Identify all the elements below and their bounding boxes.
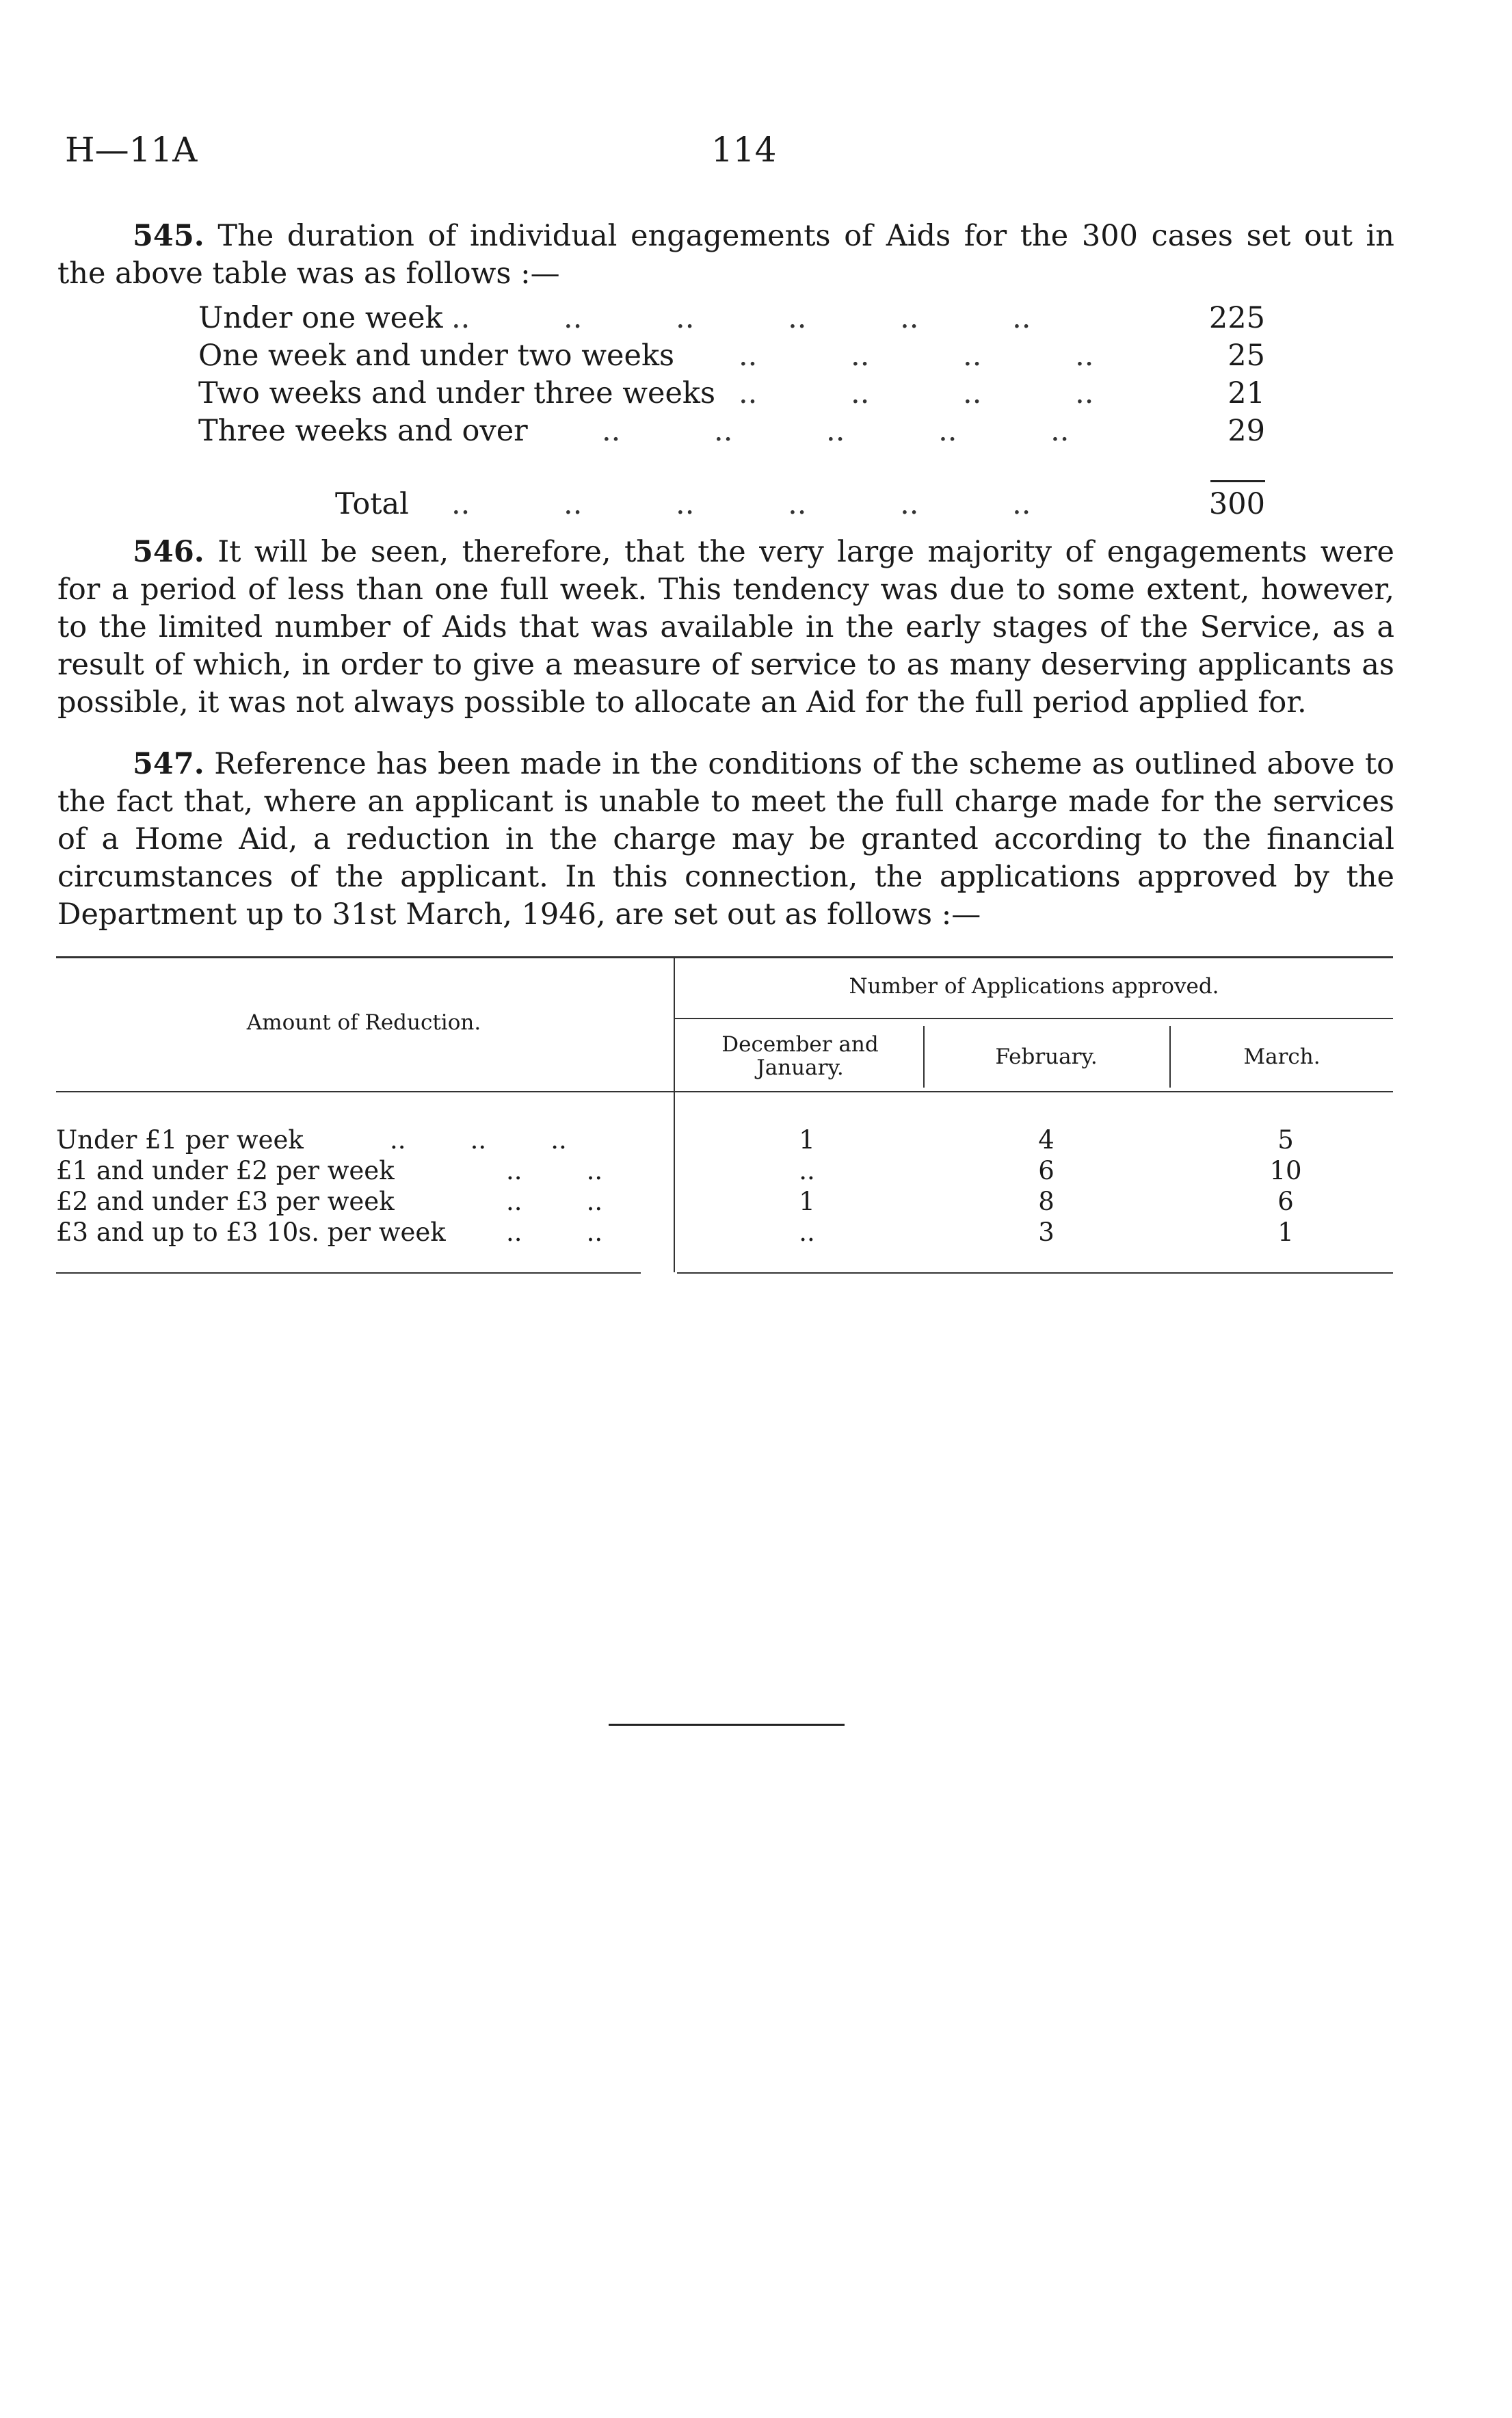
duration-value: 25 [1228,339,1265,373]
paragraph-number: 545. [133,219,204,253]
table-bottom-rule [677,1272,1393,1274]
column-header-dec-jan: December and January. [721,1032,879,1080]
leader-dots: .. .. .. [390,1125,567,1155]
paragraph-text: It will be seen, therefore, that the very large majority of engagements were for a period of less than one full week. This tendency was due to some extent, however, to the limited number of Aids that was available in the early stages of the Service, as a result of which, in order to give a measure of service to as many deserving applicants as possible, it was not always possible to allocate an Aid for the full period applied for. [57,535,1395,720]
list-item [198,339,1265,376]
duration-label: One week and under two weeks [198,339,675,373]
duration-label: Two weeks and under three weeks [198,376,716,410]
list-item [198,301,1265,339]
list-item [198,487,1265,525]
table-group-rule [675,1018,1393,1019]
leader-dots: .. .. .. .. .. [602,414,1070,448]
leader-dots: .. .. [506,1218,603,1247]
amount-cell: £3 and up to £3 10s. per week [56,1218,446,1247]
leader-dots: .. .. [506,1187,603,1216]
dec-jan-cell: .. [799,1218,815,1247]
feb-cell: 3 [1038,1218,1055,1247]
paragraph-547 [57,746,1394,934]
paragraph-text: Reference has been made in the conditions of the scheme as outlined above to the fact that, where an applicant is unable to meet the full charge made for the services of a Home Aid, a reduction in the charge may be granted according to the financial circumstances of the applicant. In this connection, the applications approved by the Department up to 31st March, 1946, are set out as follows :— [57,747,1395,932]
list-item [198,376,1265,414]
duration-value: 29 [1228,414,1265,448]
total-label: Total [335,487,409,521]
feb-cell: 8 [1038,1187,1055,1216]
duration-label: Three weeks and over [198,414,528,448]
leader-dots: .. .. .. .. [739,376,1094,410]
list-item [198,414,1265,451]
end-rule [609,1724,845,1726]
page-number: 114 [711,130,777,170]
mar-cell: 1 [1277,1218,1294,1247]
column-group-header: Number of Applications approved. [849,974,1219,999]
amount-cell: £2 and under £3 per week [56,1187,395,1216]
duration-value: 225 [1208,301,1265,335]
column-header-feb: February. [995,1044,1098,1069]
paragraph-text: The duration of individual engagements of Aids for the 300 cases set out in the above table was as follows :— [57,219,1395,291]
mar-cell: 10 [1269,1156,1302,1185]
paragraph-number: 546. [133,535,204,569]
table-bottom-rule [56,1272,641,1274]
table-top-rule [56,956,1393,958]
paragraph-545 [57,218,1394,293]
amount-cell: £1 and under £2 per week [56,1156,395,1185]
document-reference: H—11A [65,130,198,170]
duration-value: 21 [1228,376,1265,410]
paragraph-546 [57,534,1394,722]
column-header-amount: Amount of Reduction. [246,1010,481,1035]
total-rule [1210,480,1265,482]
table-header-rule [56,1091,1393,1092]
table-column-divider [674,958,675,1272]
duration-label: Under one week [198,301,443,335]
dec-jan-cell: 1 [799,1187,815,1216]
feb-cell: 6 [1038,1156,1055,1185]
amount-cell: Under £1 per week [56,1125,304,1155]
column-header-mar: March. [1243,1044,1321,1069]
leader-dots: .. .. .. .. .. .. [451,301,1031,335]
mar-cell: 6 [1277,1187,1294,1216]
mar-cell: 5 [1277,1125,1294,1155]
leader-dots: .. .. .. .. .. .. [451,487,1031,521]
dec-jan-cell: .. [799,1156,815,1185]
total-value: 300 [1208,487,1265,521]
paragraph-number: 547. [133,747,204,781]
feb-cell: 4 [1038,1125,1055,1155]
leader-dots: .. .. .. .. [739,339,1094,373]
leader-dots: .. .. [506,1156,603,1185]
dec-jan-cell: 1 [799,1125,815,1155]
